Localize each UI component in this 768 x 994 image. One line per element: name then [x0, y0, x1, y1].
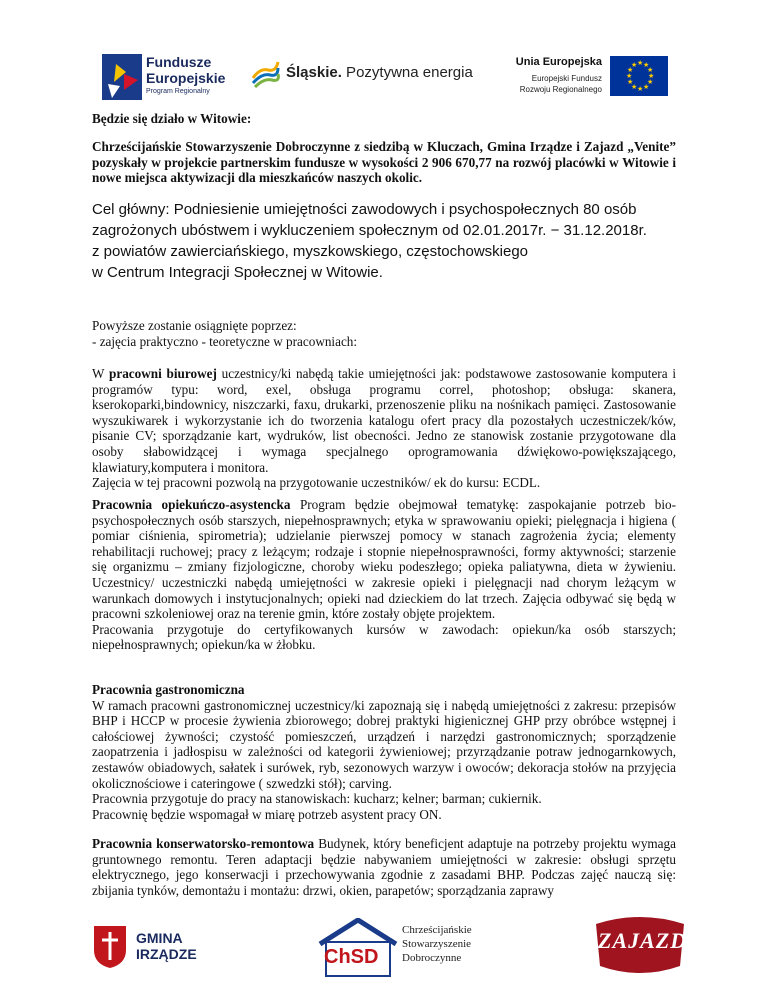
gastro-heading: Pracownia gastronomiczna [92, 682, 245, 697]
slaskie-wave-icon [250, 58, 280, 88]
svg-text:★: ★ [647, 78, 654, 86]
care-text: Program będzie obejmował tematykę: zaspokajanie potrzeb bio-psychospołecznych osób starszych, niepełnosprawnych; etyka w sprawowaniu opieki; pielęgnacja i higiena ( pomiar ciśnienia, spirometria); udzielanie pierwszej pomocy w stanach zagrożenia życia; elementy rehabilitacji ruchowej; pracy z leżącym; rodzaje i stopnie niepełnosprawności, formy aktywności; starzenie się organizmu – zmiany fizjologiczne, choroby wieku podeszłego; opieka paliatywna, dieta w żywieniu. Uczestnicy/ uczestniczki nabędą umiejętności w zakresie opieki i pielęgnacji nad chorym leżącym w warunkach domowych i instytucjonalnych; opieki nad dzieckiem do lat trzech. Zajęcia odbywać się będą w pracowni szkoleniowej oraz na terenie gmin, które zostały objęte projektem. [92, 497, 676, 622]
svg-text:★: ★ [631, 61, 638, 69]
care-heading: Pracownia opiekuńczo-asystencka [92, 497, 291, 512]
means-line: - zajęcia praktyczno - teoretyczne w pracowniach: [92, 333, 358, 349]
eu-flag-icon [610, 56, 668, 96]
ue-line1: Unia Europejska [515, 56, 602, 68]
renovation-text: Budynek, który beneficjent adaptuje na potrzeby projektu wymaga gruntownego remontu. Teren adaptacji będzie nabywaniem umiejętności w zakresie: obsługi sprzętu elektrycznego, jego konserwacji i przechowywania zgodnie z zasadami BHP. Podczas zajęć nauczą się: zbijania tynków, demontażu i montażu: drzwi, okien, parapetów; sporządzania zaprawy [92, 836, 676, 898]
gmina-crest-icon [92, 924, 128, 968]
office-text: uczestnicy/ki nabędą takie umiejętności jak: podstawowe zastosowanie komputera i programów typu: word, exel, obsługa programu correl, photoshop; obsługa: skanera, kserokoparki,bindownicy, niszczarki, faxu, drukarki, przenoszenie pliku na nośnikach pamięci. Zastosowanie wyszukiwarek i wykorzystanie ich do tworzenia katalogu ofert pracy dla pozostałych uczestniczek/ków, pisanie CV; sporządzanie kart, wydruków, list obecności. Jedno ze stanowisk zostanie przygotowane dla osoby słabowidzącej i wymaga specjalnego oprogramowania dźwiękowo-powiększającego, klawiatury,komputera i monitora. [92, 366, 677, 475]
page-title: Będzie się działo w Witowie: [92, 111, 252, 126]
section-office [92, 366, 676, 491]
slaskie-logo [250, 54, 473, 94]
footer-logos [0, 840, 768, 994]
gastro-line: Pracownia przygotuje do pracy na stanowiskach: kucharz; kelner; barman; cukiernik. [92, 791, 542, 807]
office-heading: pracowni biurowej [109, 366, 217, 381]
section-gastro [92, 682, 676, 822]
unia-europejska-logo [515, 48, 672, 104]
goal-line: w Centrum Integracji Społecznej w Witowie. [92, 264, 383, 281]
goal-line: Cel główny: Podniesienie umiejętności zawodowych i psychospołecznych 80 osób [92, 201, 637, 218]
office-last: Zajęcia w tej pracowni pozwolą na przygotowanie uczestników/ ek do kursu: ECDL. [92, 475, 541, 491]
gastro-line: Pracownię będzie wspomagał w miarę potrzeb asystent pracy ON. [92, 806, 442, 822]
gmina-line2: IRZĄDZE [136, 946, 197, 962]
means-intro [92, 318, 676, 349]
svg-text:★: ★ [637, 59, 644, 67]
svg-text:★: ★ [647, 66, 654, 74]
svg-text:★: ★ [627, 66, 634, 74]
intro-paragraph: Chrześcijańskie Stowarzyszenie Dobroczynne z siedzibą w Kluczach, Gmina Irządze i Zajazd „Venite” pozyskały w projekcie partnerskim fundusze w wysokości 2 906 670,77 na rozwój placówki w Witowie i nowe miejsca aktywizacji dla mieszkańców naszych okolic. [92, 139, 676, 186]
gastro-text: W ramach pracowni gastronomicznej uczestnicy/ki zapoznają się i nabędą umiejętności z zakresu: przepisów BHP i HCCP w procesie żywienia zbiorowego; dobrej praktyki higienicznej GHP przy obróbce wstępnej i całościowej żywności; czystość pomieszczeń, urządzeń i narzędzi gastronomicznych; sporządzenie zaopatrzenia i jadłospisu w zależności od kategorii żywieniowej; przyrządzanie potraw jednogarnkowych, zestawów obiadowych, sałatek i surówek, ryb, sezonowych warzyw i owoców; dekoracja stołów na przyjęcia okolicznościowe i cateringowe ( szwedzki stół); carving. [92, 697, 676, 791]
svg-text:★: ★ [626, 72, 633, 80]
svg-text:★: ★ [631, 83, 638, 91]
chsd-line1: Chrześcijańskie [402, 924, 472, 936]
header-logos [92, 44, 676, 106]
svg-text:★: ★ [648, 72, 655, 80]
gmina-line1: GMINA [136, 930, 183, 946]
gmina-irzadze-logo [92, 924, 202, 970]
zajazd-text: ZAJAZD [598, 928, 688, 953]
chsd-abbrev: ChSD [324, 946, 379, 968]
goal-line: zagrożonych ubóstwem i wykluczeniem społecznym od 02.01.2017r. − 31.12.2018r. [92, 222, 647, 239]
care-last: Pracowania przygotuje do certyfikowanych kursów w zawodach: opiekun/ka osób starszych; niepełnosprawnych; opiekun/ka w żłobku. [92, 621, 676, 653]
chsd-logo [318, 918, 518, 978]
svg-text:★: ★ [643, 61, 650, 69]
fe-line3: Program Regionalny [146, 88, 210, 95]
fe-line2: Europejskie [146, 70, 226, 86]
ue-line3: Rozwoju Regionalnego [519, 85, 602, 94]
svg-text:★: ★ [627, 78, 634, 86]
svg-text:★: ★ [643, 83, 650, 91]
chsd-line3: Dobroczynne [402, 952, 462, 964]
zajazd-logo [592, 914, 688, 976]
svg-text:★: ★ [637, 85, 644, 93]
slaskie-text: Śląskie. Pozytywna energia [286, 64, 473, 81]
fe-line1: Fundusze [146, 54, 212, 70]
means-line: Powyższe zostanie osiągnięte poprzez: [92, 318, 297, 333]
office-prefix: W [92, 366, 110, 381]
goal-line: z powiatów zawierciańskiego, myszkowskiego, częstochowskiego [92, 243, 529, 260]
ue-line2: Europejski Fundusz [531, 74, 602, 83]
chsd-line2: Stowarzyszenie [402, 938, 472, 950]
fundusze-europejskie-logo [102, 48, 242, 104]
fe-star-icon [102, 54, 142, 100]
goal-block [92, 199, 692, 283]
section-care [92, 497, 676, 653]
renovation-heading: Pracownia konserwatorsko-remontowa [92, 836, 315, 851]
